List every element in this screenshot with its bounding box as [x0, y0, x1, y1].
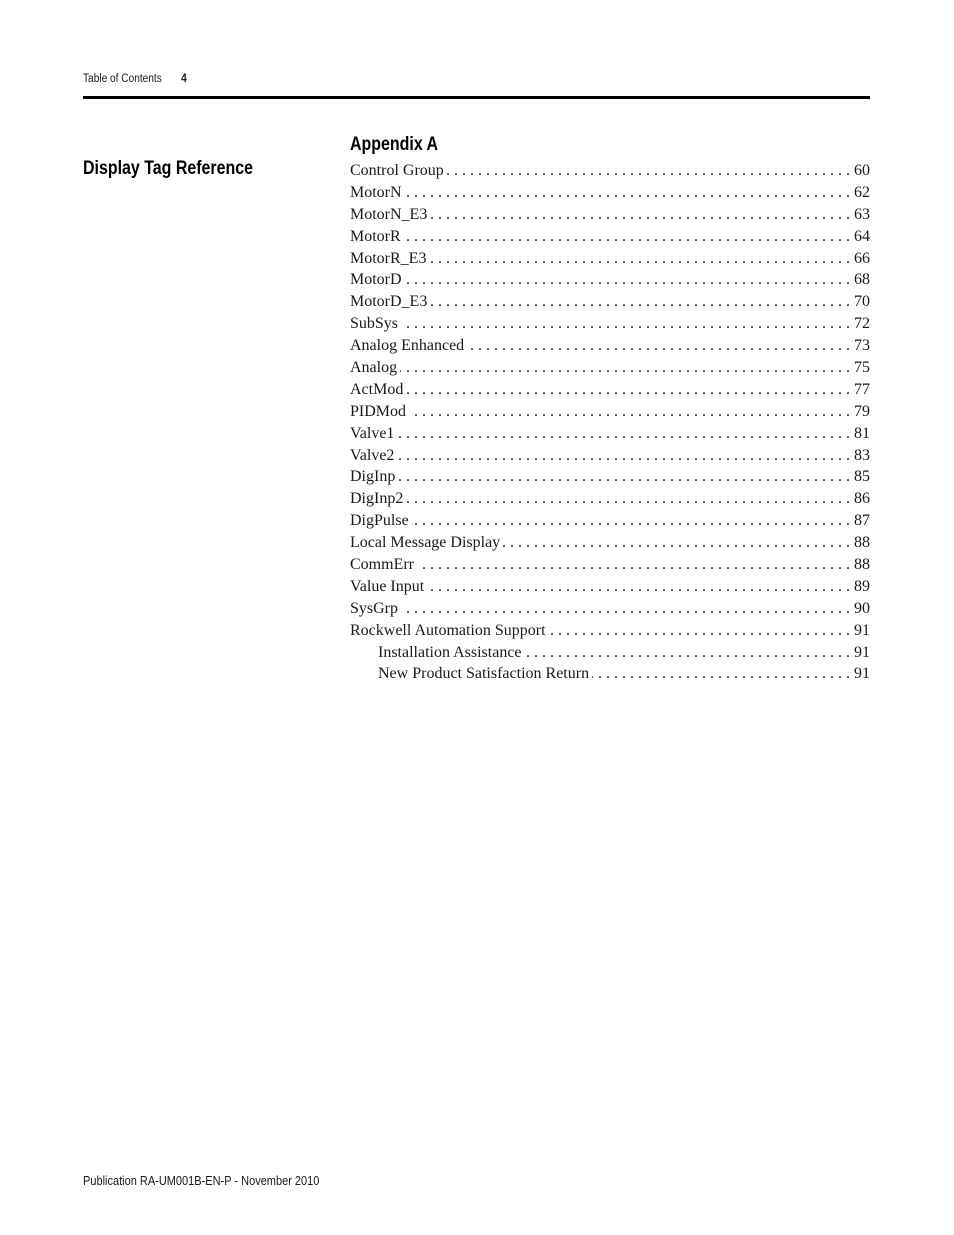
toc-entry-page-number: 70 [854, 293, 870, 311]
toc-entry-title: MotorR [350, 227, 401, 245]
toc-entry-page-number: 87 [854, 512, 870, 530]
toc-entry-page-number: 90 [854, 599, 870, 617]
header-rule [83, 96, 870, 99]
toc-entry-title: DigInp2 [350, 490, 404, 508]
header-page-number: 4 [181, 73, 187, 85]
toc-dot-leader [467, 335, 850, 357]
toc-entry-page-number: 91 [854, 665, 870, 683]
toc-entry-page-number: 91 [854, 621, 870, 639]
toc-entry[interactable] [350, 663, 870, 685]
toc-entry[interactable] [350, 598, 870, 620]
toc-entry[interactable] [350, 510, 870, 532]
toc-dot-leader [400, 357, 850, 379]
toc-dot-leader [401, 598, 850, 620]
toc-entry[interactable] [350, 204, 870, 226]
toc-entry-page-number: 91 [854, 643, 870, 661]
toc-dot-leader [447, 160, 850, 182]
toc-entry-page-number: 81 [854, 424, 870, 442]
appendix-heading: Appendix A [350, 134, 439, 155]
page-header [83, 73, 187, 85]
toc-entry-title: Value Input [350, 577, 425, 595]
toc-entry-title: MotorN [350, 183, 402, 201]
toc-entry[interactable] [350, 532, 870, 554]
toc-entry-page-number: 63 [854, 205, 870, 223]
section-side-title: Display Tag Reference [83, 158, 254, 179]
toc-entry-title: MotorN_E3 [350, 205, 428, 223]
toc-entry[interactable] [350, 291, 870, 313]
toc-entry[interactable] [350, 182, 870, 204]
toc-entry-page-number: 83 [854, 446, 870, 464]
toc-dot-leader [592, 663, 850, 685]
toc-dot-leader [430, 291, 850, 313]
toc-dot-leader [405, 182, 850, 204]
toc-entry-title: SubSys [350, 315, 399, 333]
toc-entry[interactable] [350, 642, 870, 664]
toc-entry-title: MotorD_E3 [350, 293, 428, 311]
toc-entry-title: DigPulse [350, 512, 409, 530]
toc-entry-title: DigInp [350, 468, 396, 486]
toc-entry-page-number: 89 [854, 577, 870, 595]
toc-entry-title: Rockwell Automation Support [350, 621, 546, 639]
toc-entry[interactable] [350, 357, 870, 379]
toc-entry-page-number: 72 [854, 315, 870, 333]
toc-entry-title: Valve1 [350, 424, 395, 442]
toc-entry[interactable] [350, 313, 870, 335]
toc-dot-leader [503, 532, 850, 554]
toc-entry-page-number: 79 [854, 402, 870, 420]
toc-entry-title: New Product Satisfaction Return [378, 665, 590, 683]
toc-entry[interactable] [350, 401, 870, 423]
toc-dot-leader [405, 269, 850, 291]
toc-entry-title: Control Group [350, 162, 444, 179]
toc-dot-leader [397, 423, 850, 445]
toc-entry-title: CommErr [350, 556, 414, 574]
toc-list [350, 160, 870, 685]
toc-entry-page-number: 86 [854, 490, 870, 508]
toc-dot-leader [525, 642, 850, 664]
toc-entry[interactable] [350, 445, 870, 467]
toc-entry[interactable] [350, 226, 870, 248]
toc-entry-title: Analog Enhanced [350, 337, 465, 355]
toc-entry[interactable] [350, 269, 870, 291]
toc-entry-title: Analog [350, 359, 398, 377]
publication-footer: Publication RA-UM001B-EN-P - November 2010 [83, 1174, 320, 1188]
toc-entry-page-number: 85 [854, 468, 870, 486]
toc-entry-page-number: 60 [854, 162, 870, 179]
toc-dot-leader [406, 379, 850, 401]
toc-dot-leader [430, 204, 850, 226]
toc-entry[interactable] [350, 620, 870, 642]
toc-dot-leader [549, 620, 850, 642]
toc-dot-leader [417, 554, 850, 576]
toc-entry-title: ActMod [350, 380, 404, 398]
toc-entry[interactable] [350, 160, 870, 182]
toc-entry[interactable] [350, 248, 870, 270]
toc-entry-title: Local Message Display [350, 534, 501, 552]
toc-entry-page-number: 77 [854, 380, 870, 398]
toc-entry[interactable] [350, 335, 870, 357]
toc-dot-leader [406, 488, 850, 510]
toc-entry[interactable] [350, 576, 870, 598]
toc-entry[interactable] [350, 554, 870, 576]
toc-entry[interactable] [350, 423, 870, 445]
toc-entry[interactable] [350, 379, 870, 401]
toc-entry-page-number: 88 [854, 534, 870, 552]
toc-dot-leader [398, 466, 850, 488]
toc-entry-page-number: 66 [854, 249, 870, 267]
toc-entry-page-number: 62 [854, 183, 870, 201]
toc-entry-title: Valve2 [350, 446, 395, 464]
toc-entry-title: SysGrp [350, 599, 399, 617]
toc-entry-title: Installation Assistance [378, 643, 522, 661]
toc-entry-title: MotorR_E3 [350, 249, 427, 267]
toc-dot-leader [401, 313, 850, 335]
header-section-title: Table of Contents [83, 73, 162, 85]
toc-dot-leader [409, 401, 850, 423]
toc-entry[interactable] [350, 466, 870, 488]
toc-entry-title: MotorD [350, 271, 402, 289]
toc-dot-leader [397, 445, 850, 467]
toc-entry-page-number: 64 [854, 227, 870, 245]
toc-dot-leader [429, 248, 850, 270]
toc-dot-leader [412, 510, 850, 532]
toc-entry-page-number: 68 [854, 271, 870, 289]
toc-entry[interactable] [350, 488, 870, 510]
toc-dot-leader [404, 226, 850, 248]
toc-dot-leader [427, 576, 850, 598]
toc-entry-page-number: 88 [854, 556, 870, 574]
toc-entry-title: PIDMod [350, 402, 407, 420]
toc-entry-page-number: 75 [854, 359, 870, 377]
toc-entry-page-number: 73 [854, 337, 870, 355]
